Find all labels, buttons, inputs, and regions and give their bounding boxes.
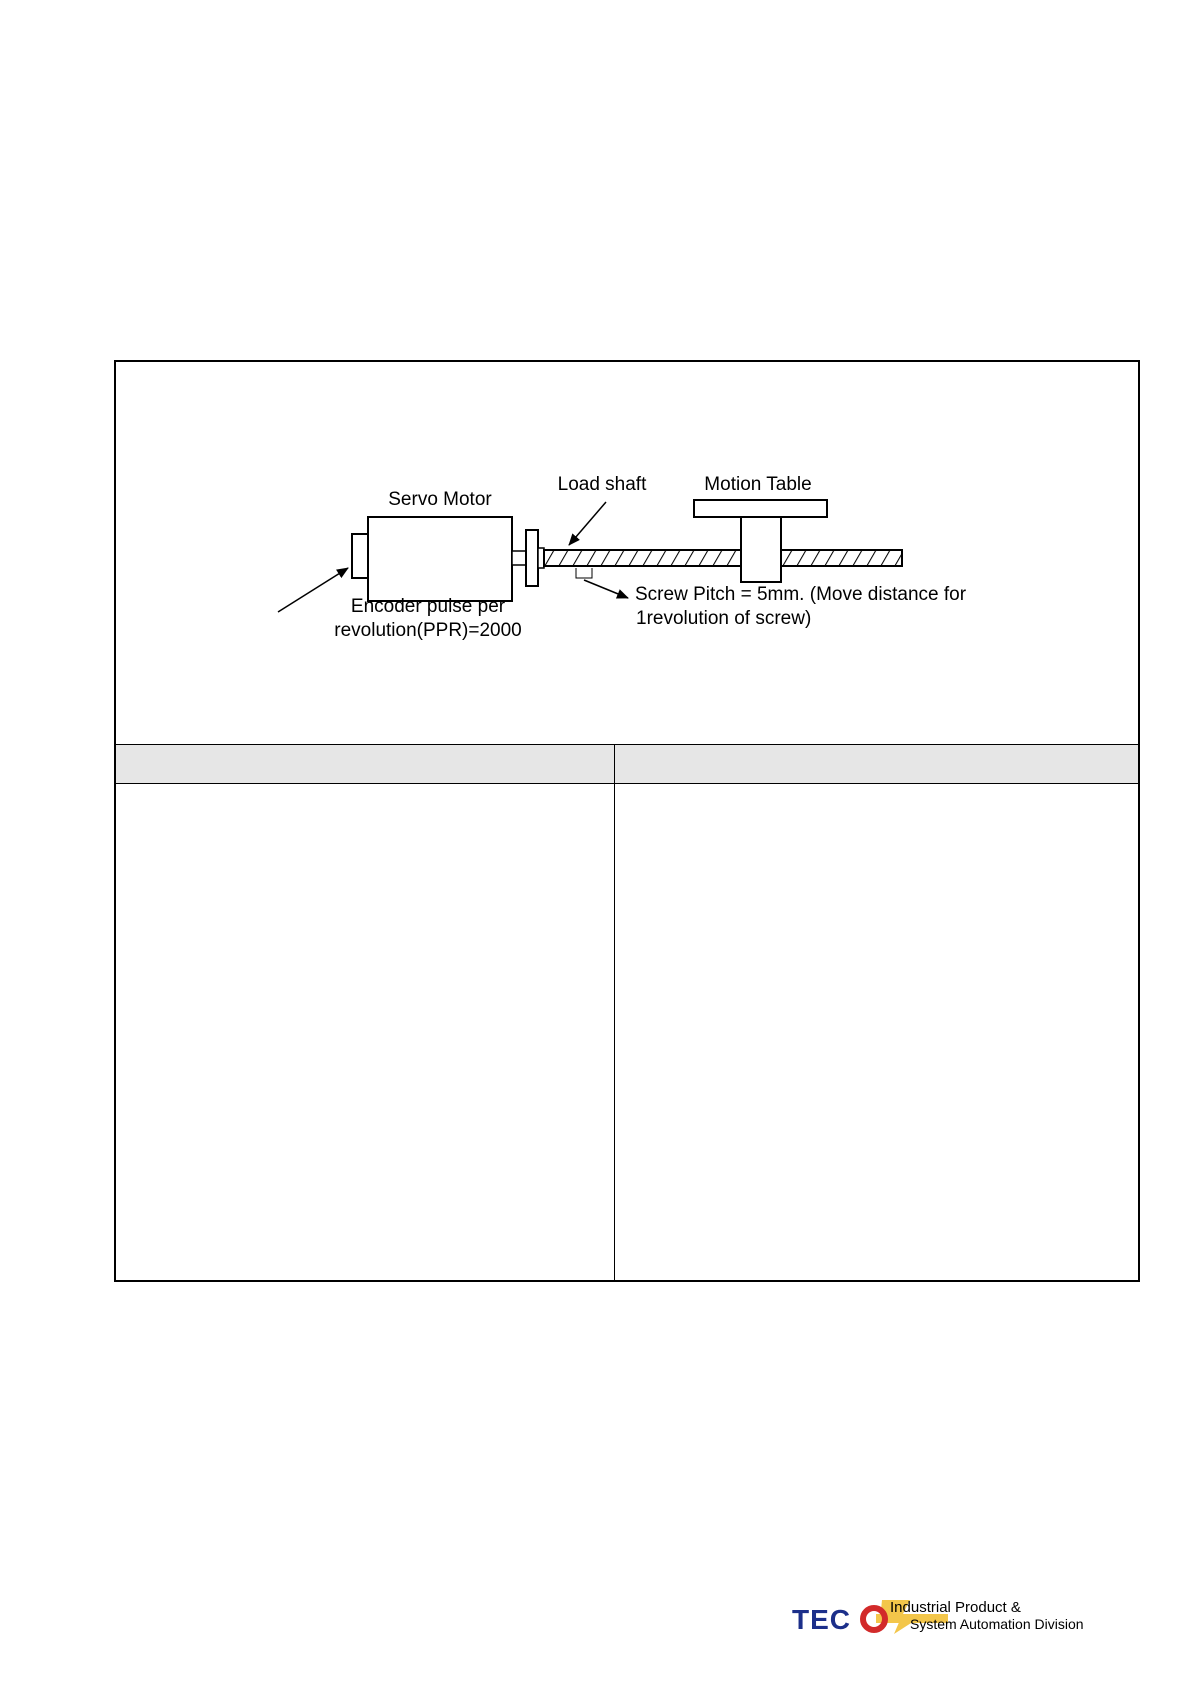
teco-logo-text: TEC — [792, 1604, 851, 1635]
table-header-right — [615, 745, 1138, 783]
servo-motor-body — [368, 517, 512, 601]
figure-frame — [114, 360, 1140, 1282]
motion-table-top — [694, 500, 827, 517]
table-header-row — [116, 744, 1138, 784]
pitch-marker — [576, 568, 592, 578]
screw-pitch-line1: Screw Pitch = 5mm. (Move distance for — [635, 584, 967, 605]
load-shaft-arrow — [569, 502, 606, 545]
teco-footer-logo — [790, 1596, 1100, 1636]
servo-screw-diagram — [116, 362, 1138, 744]
ball-screw — [544, 550, 902, 566]
encoder-block — [352, 534, 368, 578]
motion-table-label: Motion Table — [704, 474, 812, 495]
division-line1: Industrial Product & — [890, 1599, 1021, 1616]
table-cell-right — [615, 784, 1138, 1280]
division-line2: System Automation Division — [910, 1616, 1084, 1632]
table-nut — [741, 517, 781, 582]
encoder-arrow — [278, 568, 348, 612]
screw-pitch-arrow — [584, 580, 628, 598]
encoder-label-line1: Encoder pulse per — [350, 596, 506, 617]
table-cell-left — [116, 784, 614, 1280]
coupling — [526, 530, 538, 586]
servo-motor-label: Servo Motor — [388, 489, 492, 510]
load-shaft-label: Load shaft — [557, 474, 647, 495]
screw-pitch-line2: 1revolution of screw) — [636, 608, 812, 629]
table-header-left — [116, 745, 614, 783]
encoder-label-line2: revolution(PPR)=2000 — [334, 620, 522, 641]
motor-shaft — [512, 551, 526, 565]
